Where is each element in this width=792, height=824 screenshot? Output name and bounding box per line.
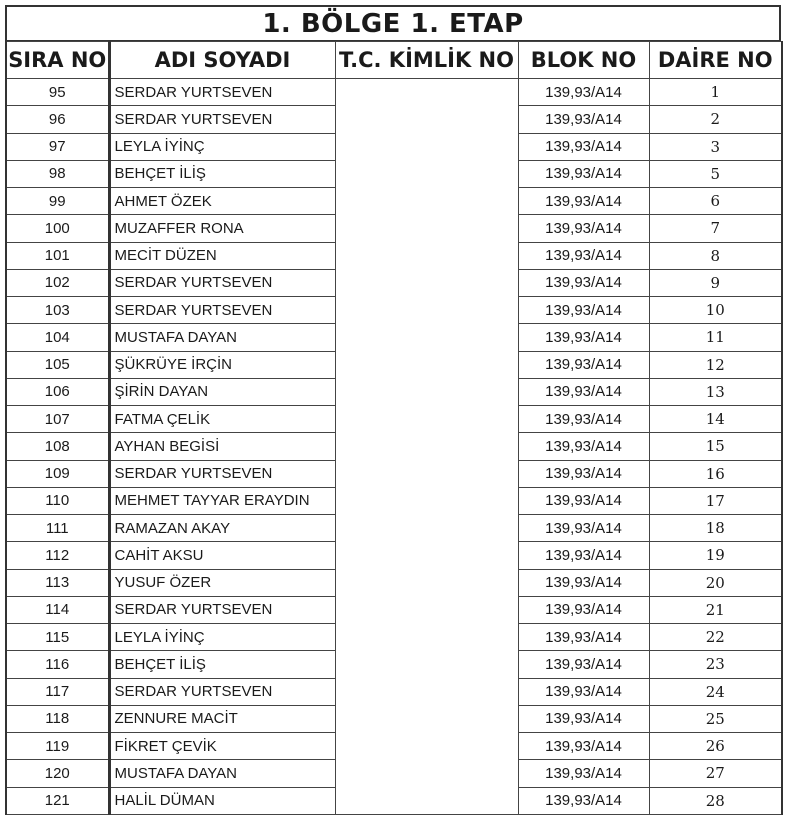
cell-sira-no: 104 — [6, 324, 109, 351]
cell-sira-no: 121 — [6, 787, 109, 814]
cell-blok-no: 139,93/A14 — [518, 160, 649, 187]
cell-daire-no: 28 — [649, 787, 782, 814]
cell-tc-kimlik-no — [335, 624, 518, 651]
cell-daire-no: 16 — [649, 460, 782, 487]
table-row — [6, 297, 782, 324]
cell-tc-kimlik-no — [335, 188, 518, 215]
column-header-blok: BLOK NO — [518, 42, 649, 79]
cell-tc-kimlik-no — [335, 787, 518, 814]
cell-daire-no: 27 — [649, 760, 782, 787]
cell-name: YUSUF ÖZER — [109, 569, 335, 596]
title-bar — [5, 5, 781, 41]
cell-sira-no: 96 — [6, 106, 109, 133]
cell-blok-no: 139,93/A14 — [518, 324, 649, 351]
cell-blok-no: 139,93/A14 — [518, 297, 649, 324]
table-body — [6, 79, 782, 815]
table-row — [6, 242, 782, 269]
cell-sira-no: 113 — [6, 569, 109, 596]
cell-daire-no: 10 — [649, 297, 782, 324]
cell-name: SERDAR YURTSEVEN — [109, 678, 335, 705]
cell-daire-no: 18 — [649, 515, 782, 542]
cell-daire-no: 6 — [649, 188, 782, 215]
cell-blok-no: 139,93/A14 — [518, 433, 649, 460]
cell-sira-no: 119 — [6, 733, 109, 760]
cell-name: SERDAR YURTSEVEN — [109, 596, 335, 623]
cell-name: RAMAZAN AKAY — [109, 515, 335, 542]
cell-name: BEHÇET İLİŞ — [109, 160, 335, 187]
cell-blok-no: 139,93/A14 — [518, 351, 649, 378]
table-row — [6, 324, 782, 351]
table-header-row — [6, 42, 782, 79]
cell-sira-no: 115 — [6, 624, 109, 651]
residents-table — [5, 41, 783, 815]
cell-tc-kimlik-no — [335, 351, 518, 378]
cell-blok-no: 139,93/A14 — [518, 678, 649, 705]
table-row — [6, 487, 782, 514]
table-row — [6, 624, 782, 651]
cell-daire-no: 5 — [649, 160, 782, 187]
table-row — [6, 351, 782, 378]
cell-blok-no: 139,93/A14 — [518, 624, 649, 651]
cell-tc-kimlik-no — [335, 487, 518, 514]
cell-sira-no: 103 — [6, 297, 109, 324]
cell-name: FATMA ÇELİK — [109, 406, 335, 433]
cell-blok-no: 139,93/A14 — [518, 133, 649, 160]
cell-tc-kimlik-no — [335, 106, 518, 133]
cell-name: SERDAR YURTSEVEN — [109, 106, 335, 133]
cell-daire-no: 7 — [649, 215, 782, 242]
cell-sira-no: 99 — [6, 188, 109, 215]
cell-blok-no: 139,93/A14 — [518, 106, 649, 133]
cell-blok-no: 139,93/A14 — [518, 569, 649, 596]
cell-blok-no: 139,93/A14 — [518, 787, 649, 814]
cell-name: SERDAR YURTSEVEN — [109, 79, 335, 106]
cell-tc-kimlik-no — [335, 733, 518, 760]
cell-daire-no: 13 — [649, 378, 782, 405]
table-row — [6, 787, 782, 814]
cell-tc-kimlik-no — [335, 79, 518, 106]
cell-blok-no: 139,93/A14 — [518, 378, 649, 405]
cell-name: ZENNURE MACİT — [109, 705, 335, 732]
document-sheet — [5, 5, 781, 815]
table-row — [6, 433, 782, 460]
cell-tc-kimlik-no — [335, 678, 518, 705]
cell-blok-no: 139,93/A14 — [518, 215, 649, 242]
document-title: 1. BÖLGE 1. ETAP — [262, 8, 524, 39]
cell-name: ŞÜKRÜYE İRÇİN — [109, 351, 335, 378]
table-row — [6, 188, 782, 215]
cell-name: MEHMET TAYYAR ERAYDIN — [109, 487, 335, 514]
cell-name: AHMET ÖZEK — [109, 188, 335, 215]
cell-sira-no: 120 — [6, 760, 109, 787]
cell-blok-no: 139,93/A14 — [518, 651, 649, 678]
cell-blok-no: 139,93/A14 — [518, 79, 649, 106]
cell-sira-no: 117 — [6, 678, 109, 705]
cell-sira-no: 95 — [6, 79, 109, 106]
cell-sira-no: 114 — [6, 596, 109, 623]
cell-blok-no: 139,93/A14 — [518, 596, 649, 623]
cell-name: SERDAR YURTSEVEN — [109, 269, 335, 296]
cell-tc-kimlik-no — [335, 133, 518, 160]
table-row — [6, 542, 782, 569]
cell-tc-kimlik-no — [335, 406, 518, 433]
cell-daire-no: 2 — [649, 106, 782, 133]
cell-daire-no: 3 — [649, 133, 782, 160]
cell-daire-no: 25 — [649, 705, 782, 732]
cell-name: LEYLA İYİNÇ — [109, 624, 335, 651]
table-row — [6, 79, 782, 106]
cell-tc-kimlik-no — [335, 297, 518, 324]
cell-name: SERDAR YURTSEVEN — [109, 297, 335, 324]
cell-tc-kimlik-no — [335, 433, 518, 460]
cell-sira-no: 109 — [6, 460, 109, 487]
cell-sira-no: 98 — [6, 160, 109, 187]
cell-blok-no: 139,93/A14 — [518, 269, 649, 296]
cell-tc-kimlik-no — [335, 160, 518, 187]
cell-sira-no: 112 — [6, 542, 109, 569]
cell-daire-no: 24 — [649, 678, 782, 705]
cell-name: HALİL DÜMAN — [109, 787, 335, 814]
table-row — [6, 569, 782, 596]
cell-sira-no: 111 — [6, 515, 109, 542]
cell-daire-no: 23 — [649, 651, 782, 678]
cell-daire-no: 14 — [649, 406, 782, 433]
cell-blok-no: 139,93/A14 — [518, 760, 649, 787]
table-row — [6, 760, 782, 787]
cell-blok-no: 139,93/A14 — [518, 460, 649, 487]
column-header-name: ADI SOYADI — [109, 42, 335, 79]
cell-blok-no: 139,93/A14 — [518, 188, 649, 215]
cell-name: BEHÇET İLİŞ — [109, 651, 335, 678]
cell-sira-no: 118 — [6, 705, 109, 732]
cell-tc-kimlik-no — [335, 460, 518, 487]
cell-tc-kimlik-no — [335, 569, 518, 596]
cell-tc-kimlik-no — [335, 215, 518, 242]
cell-blok-no: 139,93/A14 — [518, 406, 649, 433]
cell-blok-no: 139,93/A14 — [518, 515, 649, 542]
cell-daire-no: 9 — [649, 269, 782, 296]
column-header-sira: SIRA NO — [6, 42, 109, 79]
table-row — [6, 460, 782, 487]
cell-tc-kimlik-no — [335, 242, 518, 269]
table-row — [6, 678, 782, 705]
table-row — [6, 160, 782, 187]
table-row — [6, 378, 782, 405]
cell-blok-no: 139,93/A14 — [518, 733, 649, 760]
cell-sira-no: 110 — [6, 487, 109, 514]
table-row — [6, 106, 782, 133]
cell-sira-no: 105 — [6, 351, 109, 378]
cell-tc-kimlik-no — [335, 542, 518, 569]
cell-tc-kimlik-no — [335, 705, 518, 732]
table-row — [6, 133, 782, 160]
cell-tc-kimlik-no — [335, 596, 518, 623]
cell-name: AYHAN BEGİSİ — [109, 433, 335, 460]
cell-tc-kimlik-no — [335, 760, 518, 787]
cell-name: MUZAFFER RONA — [109, 215, 335, 242]
table-row — [6, 733, 782, 760]
cell-daire-no: 22 — [649, 624, 782, 651]
cell-blok-no: 139,93/A14 — [518, 487, 649, 514]
cell-name: FİKRET ÇEVİK — [109, 733, 335, 760]
cell-daire-no: 8 — [649, 242, 782, 269]
cell-daire-no: 15 — [649, 433, 782, 460]
cell-tc-kimlik-no — [335, 324, 518, 351]
cell-name: LEYLA İYİNÇ — [109, 133, 335, 160]
cell-name: ŞİRİN DAYAN — [109, 378, 335, 405]
table-row — [6, 515, 782, 542]
table-row — [6, 406, 782, 433]
cell-tc-kimlik-no — [335, 515, 518, 542]
cell-sira-no: 102 — [6, 269, 109, 296]
column-header-tc: T.C. KİMLİK NO — [335, 42, 518, 79]
cell-name: CAHİT AKSU — [109, 542, 335, 569]
column-header-daire: DAİRE NO — [649, 42, 782, 79]
cell-tc-kimlik-no — [335, 378, 518, 405]
cell-name: MUSTAFA DAYAN — [109, 760, 335, 787]
cell-name: SERDAR YURTSEVEN — [109, 460, 335, 487]
table-row — [6, 705, 782, 732]
cell-blok-no: 139,93/A14 — [518, 242, 649, 269]
cell-sira-no: 100 — [6, 215, 109, 242]
cell-sira-no: 116 — [6, 651, 109, 678]
table-row — [6, 651, 782, 678]
cell-sira-no: 108 — [6, 433, 109, 460]
cell-daire-no: 11 — [649, 324, 782, 351]
cell-daire-no: 26 — [649, 733, 782, 760]
cell-sira-no: 106 — [6, 378, 109, 405]
cell-daire-no: 12 — [649, 351, 782, 378]
cell-daire-no: 1 — [649, 79, 782, 106]
cell-daire-no: 20 — [649, 569, 782, 596]
cell-sira-no: 97 — [6, 133, 109, 160]
cell-sira-no: 107 — [6, 406, 109, 433]
cell-name: MUSTAFA DAYAN — [109, 324, 335, 351]
table-row — [6, 215, 782, 242]
table-row — [6, 269, 782, 296]
cell-tc-kimlik-no — [335, 269, 518, 296]
cell-tc-kimlik-no — [335, 651, 518, 678]
table-row — [6, 596, 782, 623]
cell-sira-no: 101 — [6, 242, 109, 269]
cell-daire-no: 17 — [649, 487, 782, 514]
cell-daire-no: 21 — [649, 596, 782, 623]
cell-blok-no: 139,93/A14 — [518, 705, 649, 732]
cell-daire-no: 19 — [649, 542, 782, 569]
cell-blok-no: 139,93/A14 — [518, 542, 649, 569]
cell-name: MECİT DÜZEN — [109, 242, 335, 269]
